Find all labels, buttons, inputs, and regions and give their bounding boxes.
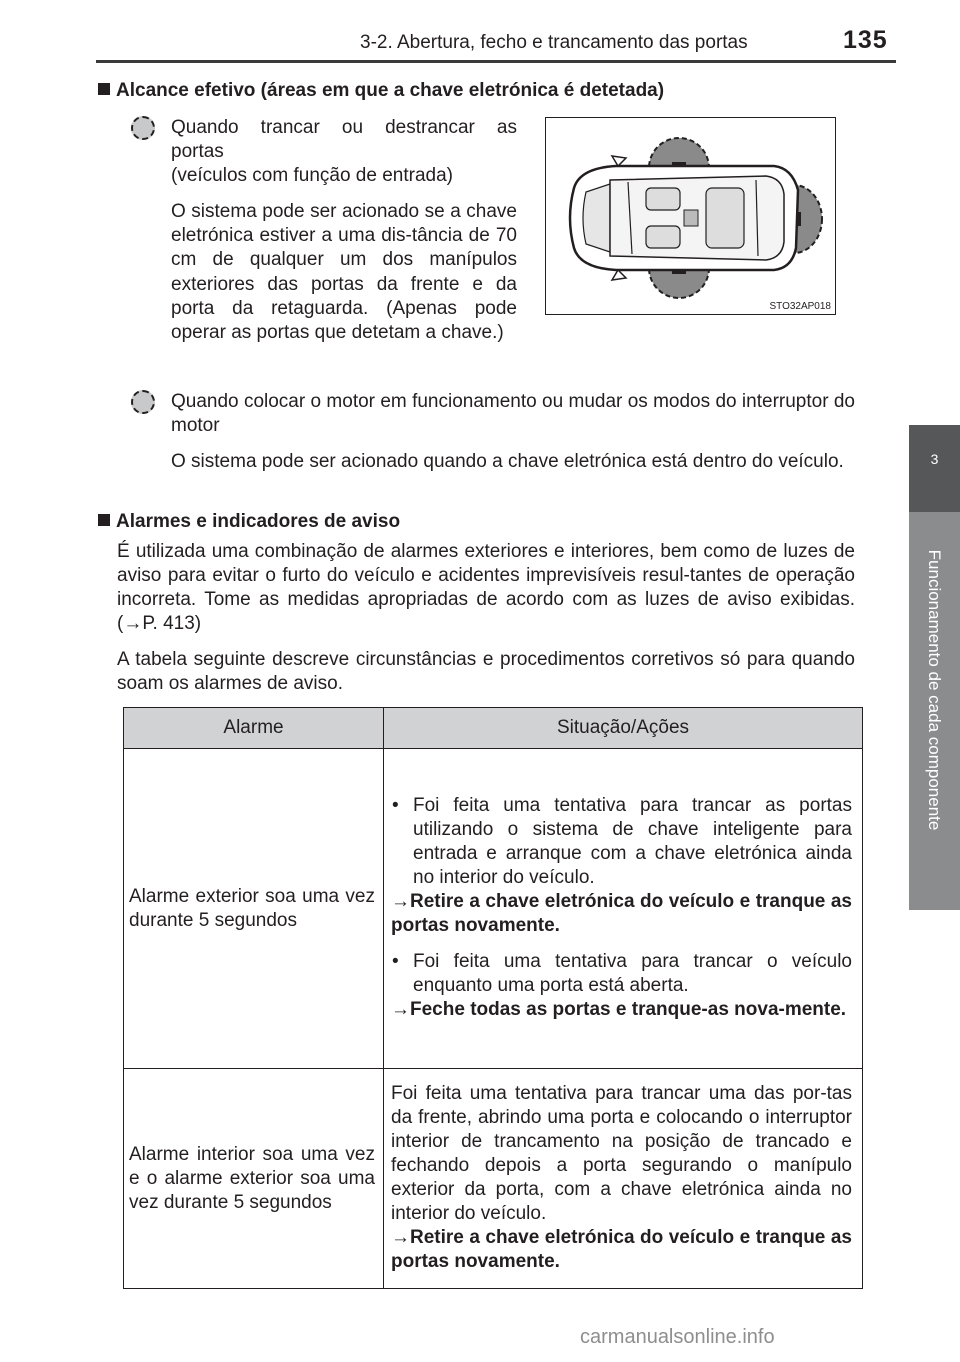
alarm-cell: Alarme interior soa uma vez e o alarme exterior soa uma vez durante 5 segundos (124, 1069, 384, 1289)
item1-body: O sistema pode ser acionado se a chave eletrónica estiver a uma dis-tância de 70 cm de qualquer um dos manípulos exteriores das portas da frente e da porta da retaguarda. (Apenas pode operar as portas que detetam a chave.) (171, 201, 517, 344)
situation-text: Foi feita uma tentativa para trancar uma das por-tas da frente, abrindo uma porta e colocando o interruptor interior de trancamento na posição de trancado e fechando depois a porta segurando o manípulo exterior da porta, com a chave eletrónica ainda no interior do veículo. (391, 1082, 852, 1224)
actions-cell (384, 1069, 863, 1289)
chapter-tab (909, 425, 960, 512)
table-intro-paragraph: A tabela seguinte descreve circunstâncias e procedimentos corretivos só para quando soam os alarmes de aviso. (117, 649, 855, 694)
corrective-action: →Retire a chave eletrónica do veículo e tranque as portas novamente. (391, 1226, 852, 1272)
arrow-icon: → (391, 1226, 410, 1248)
table-row (124, 1069, 863, 1289)
chapter-label: Funcionamento de cada componente (925, 549, 944, 831)
running-header-title: 3-2. Abertura, fecho e trancamento das portas (360, 32, 748, 53)
corrective-action: →Retire a chave eletrónica do veículo e tranque as portas novamente. (391, 890, 852, 936)
arrow-icon: → (391, 998, 410, 1020)
item1-title: Quando trancar ou destrancar as portas (veículos com função de entrada) (171, 117, 517, 186)
alarm-table (123, 707, 863, 1289)
table-header-row (124, 708, 863, 749)
section-heading-text: Alarmes e indicadores de aviso (116, 511, 401, 532)
section-heading-text: Alcance efetivo (áreas em que a chave eletrónica é detetada) (116, 80, 665, 101)
arrow-icon: → (391, 890, 410, 912)
section-heading-range (98, 80, 664, 102)
situation-bullet: • Foi feita uma tentativa para trancar as portas utilizando o sistema de chave inteligente para entrada e arranque com a chave eletrónica ainda no interior do veículo. (391, 794, 852, 890)
table-row (124, 749, 863, 1069)
corrective-action: →Feche todas as portas e tranque-as nova-mente. (391, 998, 847, 1020)
figure-code: STO32AP018 (769, 301, 831, 312)
watermark: carmanualsonline.info (580, 1326, 775, 1348)
item2-title: Quando colocar o motor em funcionamento ou mudar os modos do interruptor do motor (171, 391, 855, 436)
situation-bullet: • Foi feita uma tentativa para trancar o veículo enquanto uma porta está aberta. (391, 950, 852, 998)
alarm-cell: Alarme exterior soa uma vez durante 5 segundos (124, 749, 384, 1069)
actions-cell (384, 749, 863, 1069)
section-heading-alarms (98, 511, 400, 533)
column-header-actions: Situação/Ações (384, 708, 863, 749)
alarms-intro-paragraph: É utilizada uma combinação de alarmes exteriores e interiores, bem como de luzes de aviso para evitar o furto do veículo e acidentes imprevisíveis resul-tantes de operação incorreta. Tome as medidas apropriadas de acordo com as luzes de aviso exibidas. (→P. 413) (117, 541, 855, 634)
key-detection-range-diagram (545, 117, 836, 315)
dashed-circle-icon (131, 390, 155, 414)
car-top-view-illustration (546, 118, 835, 314)
item2-body: O sistema pode ser acionado quando a chave eletrónica está dentro do veículo. (171, 451, 844, 472)
square-bullet-icon (98, 83, 110, 95)
page-number: 135 (843, 26, 888, 54)
square-bullet-icon (98, 514, 110, 526)
chapter-number: 3 (930, 451, 939, 467)
dashed-circle-icon (131, 116, 155, 140)
column-header-alarm: Alarme (124, 708, 384, 749)
header-rule (96, 60, 896, 63)
